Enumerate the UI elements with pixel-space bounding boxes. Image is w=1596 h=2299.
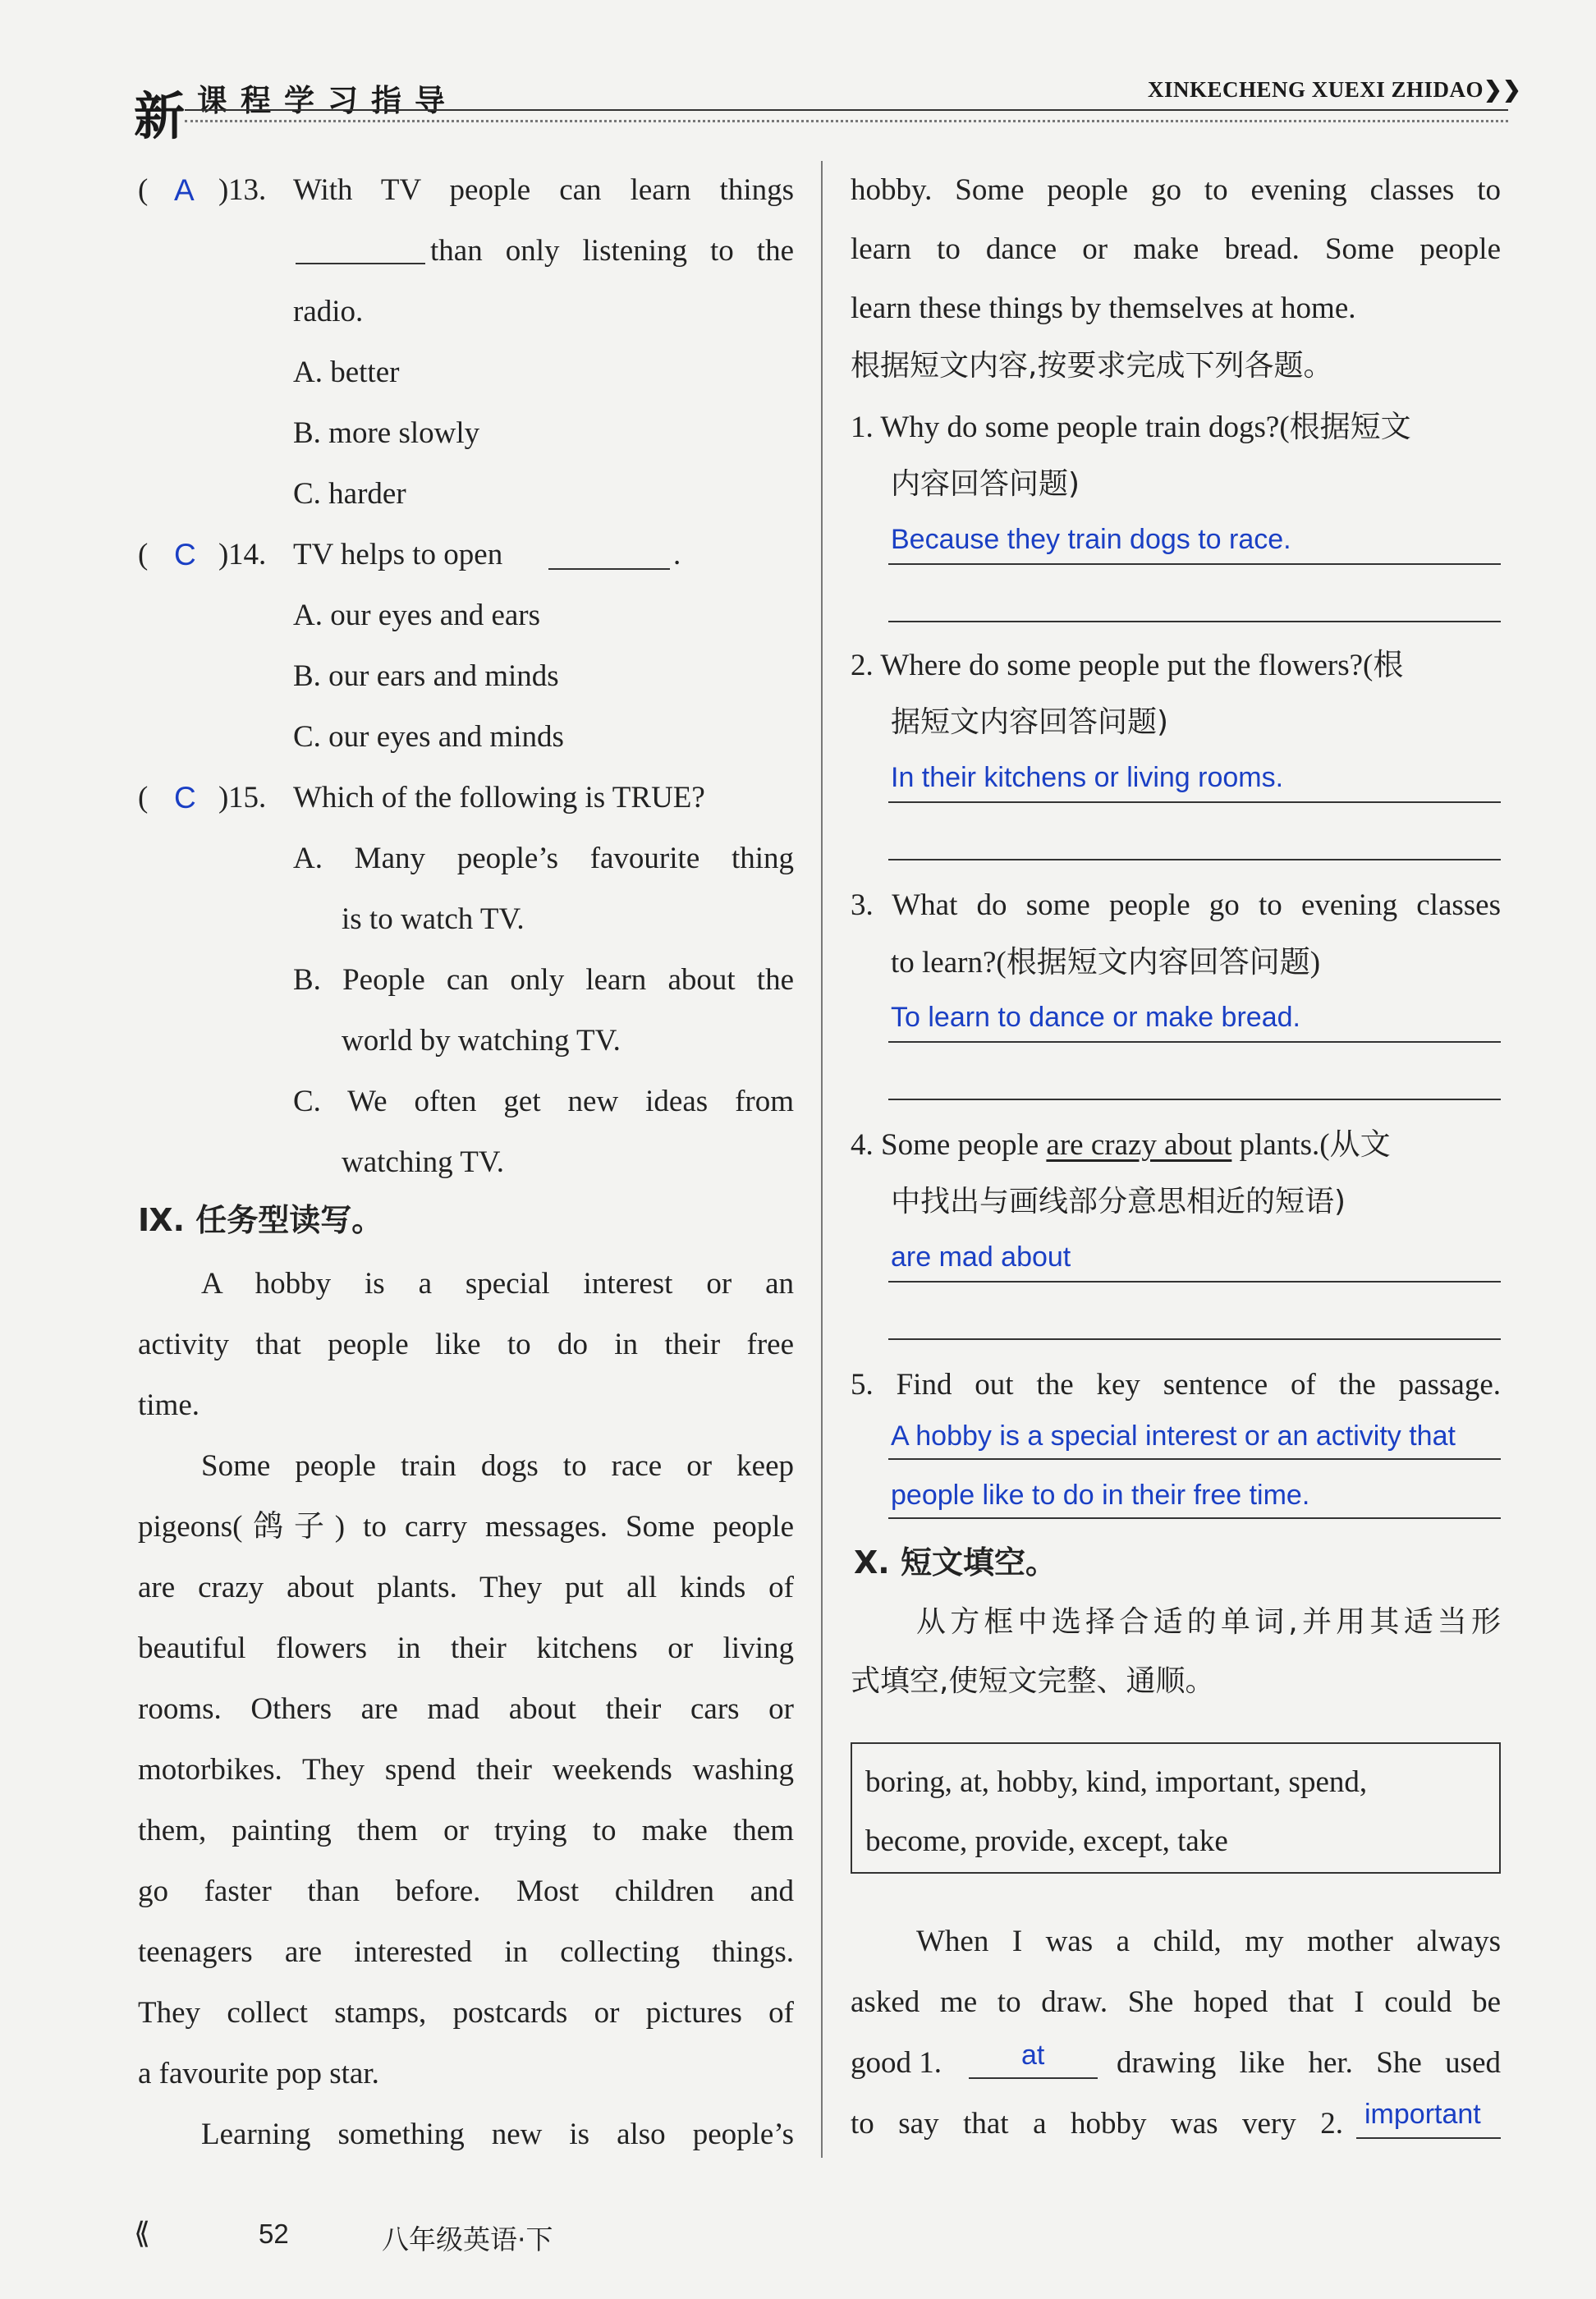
- question-line: radio.: [293, 295, 364, 328]
- section-9-heading: Ⅸ. 任务型读写。: [138, 1202, 383, 1238]
- passage-line: are crazy about plants. They put all kinds of: [138, 1571, 794, 1604]
- question-stem: Which of the following is TRUE?: [293, 781, 705, 815]
- answer-line: [888, 1281, 1501, 1283]
- answer-line: [888, 1338, 1501, 1340]
- passage-line: learn to dance or make bread. Some people: [851, 232, 1501, 266]
- paren-open: (: [138, 538, 149, 571]
- header-right-title: [1148, 77, 1521, 103]
- passage-line: motorbikes. They spend their weekends washing: [138, 1753, 794, 1787]
- passage-line: go faster than before. Most children and: [138, 1875, 794, 1908]
- paren-open: (: [138, 173, 149, 207]
- blank-1-answer: at: [1021, 2040, 1045, 2071]
- passage-line: beautiful flowers in their kitchens or living: [138, 1631, 794, 1665]
- header-rule: [185, 109, 1508, 111]
- question-text: 2. Where do some people put the flowers?(根: [851, 649, 1404, 682]
- header-logo: 新: [134, 86, 186, 146]
- blank-2: [1356, 2137, 1501, 2139]
- passage-line: Some people train dogs to race or keep: [201, 1449, 794, 1483]
- passage-line: pigeons(鸽子) to carry messages. Some people: [138, 1510, 794, 1544]
- word-box: [851, 1742, 1501, 1874]
- cloze-line-post: drawing like her. She used: [1117, 2046, 1501, 2080]
- passage-line: learn these things by themselves at home.: [851, 291, 1356, 325]
- passage-line: They collect stamps, postcards or pictures of: [138, 1996, 794, 2030]
- section-10-instruction: 式填空,使短文完整、通顺。: [851, 1664, 1215, 1698]
- answer-line: [888, 1458, 1501, 1460]
- passage-line: A hobby is a special interest or an: [201, 1267, 794, 1301]
- passage-line: a favourite pop star.: [138, 2057, 379, 2090]
- answer-line: [888, 1099, 1501, 1100]
- footer-grade-label: 八年级英语·下: [382, 2223, 553, 2255]
- question-number: 15.: [228, 781, 267, 815]
- paren-close: ): [218, 173, 229, 207]
- question-line: 5. Find out the key sentence of the passage.: [851, 1368, 1501, 1402]
- option-b: B. our ears and minds: [293, 659, 559, 693]
- header-right-text: XINKECHENG XUEXI ZHIDAO: [1148, 77, 1484, 102]
- question-line: 3. What do some people go to evening classes: [851, 888, 1501, 922]
- answer-text: are mad about: [891, 1241, 1071, 1273]
- passage-line: rooms. Others are mad about their cars or: [138, 1692, 794, 1726]
- answer-blank: [296, 263, 425, 264]
- answer-line: [888, 1517, 1501, 1519]
- answer-line: [888, 801, 1501, 803]
- question-number: 13.: [228, 173, 267, 207]
- answer-14: C: [174, 538, 196, 571]
- option-c-cont: watching TV.: [342, 1145, 505, 1179]
- question-number: 14.: [228, 538, 267, 571]
- answer-line: [888, 859, 1501, 860]
- option-a: A. our eyes and ears: [293, 599, 541, 632]
- option-b: B. more slowly: [293, 416, 480, 450]
- question-line: [851, 650, 1501, 681]
- blank-2-answer: important: [1364, 2099, 1481, 2130]
- answer-text: To learn to dance or make bread.: [891, 1002, 1300, 1033]
- passage-line: them, painting them or trying to make them: [138, 1814, 794, 1847]
- underlined-phrase: are crazy about: [1046, 1128, 1232, 1162]
- passage-line: activity that people like to do in their free: [138, 1328, 794, 1361]
- cloze-line-pre: to say that a hobby was very 2.: [851, 2107, 1343, 2141]
- question-end: .: [673, 538, 681, 571]
- word-box-line: boring, at, hobby, kind, important, spend,: [865, 1765, 1368, 1799]
- section-10-heading: Ⅹ. 短文填空。: [854, 1544, 1057, 1581]
- word-box-line: become, provide, except, take: [865, 1824, 1228, 1858]
- answer-text: Because they train dogs to race.: [891, 524, 1291, 555]
- cloze-line: asked me to draw. She hoped that I could be: [851, 1985, 1501, 2019]
- cloze-line: When I was a child, my mother always: [916, 1925, 1501, 1958]
- passage-line: hobby. Some people go to evening classes to: [851, 173, 1501, 207]
- question-line: 据短文内容回答问题): [891, 705, 1169, 739]
- question-text: 1. Why do some people train dogs?(根据短文: [851, 411, 1411, 444]
- answer-line: [888, 621, 1501, 622]
- question-line: to learn?(根据短文内容回答问题): [891, 946, 1321, 980]
- section-10-instruction: 从方框中选择合适的单词,并用其适当形: [916, 1605, 1501, 1639]
- header-dotted-rule: [185, 120, 1508, 122]
- option-b-cont: world by watching TV.: [342, 1024, 621, 1058]
- question-line: [851, 412, 1501, 443]
- answer-text: A hobby is a special interest or an activity that: [891, 1420, 1456, 1452]
- question-post: plants.(从文: [1239, 1128, 1391, 1162]
- question-line: 内容回答问题): [891, 467, 1080, 501]
- question-line: With TV people can learn things: [293, 173, 794, 207]
- page-number: 52: [259, 2219, 289, 2249]
- footer-arrow-icon: ⟪: [134, 2217, 151, 2251]
- answer-13: A: [174, 173, 195, 207]
- question-line: [851, 1130, 1391, 1160]
- paren-open: (: [138, 781, 149, 815]
- question-line: 中找出与画线部分意思相近的短语): [891, 1185, 1346, 1218]
- task-instruction: 根据短文内容,按要求完成下列各题。: [851, 349, 1333, 383]
- answer-text: people like to do in their free time.: [891, 1480, 1310, 1511]
- option-c: C. harder: [293, 477, 406, 511]
- option-c: C. We often get new ideas from: [293, 1085, 794, 1118]
- answer-line: [888, 1041, 1501, 1043]
- option-b: B. People can only learn about the: [293, 963, 794, 997]
- answer-15: C: [174, 781, 196, 815]
- question-pre: 4. Some people: [851, 1128, 1039, 1162]
- cloze-line-pre: good 1.: [851, 2046, 942, 2080]
- option-a: A. Many people’s favourite thing: [293, 842, 794, 875]
- answer-blank: [548, 568, 670, 570]
- passage-line: time.: [138, 1388, 200, 1422]
- blank-1: [969, 2077, 1098, 2079]
- option-a: A. better: [293, 356, 400, 389]
- passage-line: teenagers are interested in collecting things.: [138, 1935, 794, 1969]
- paren-close: ): [218, 538, 229, 571]
- option-a-cont: is to watch TV.: [342, 902, 525, 936]
- question-line: than only listening to the: [430, 234, 794, 268]
- answer-line: [888, 563, 1501, 565]
- header-arrows: ❯❯: [1484, 77, 1522, 102]
- question-stem: TV helps to open: [293, 538, 503, 571]
- option-c: C. our eyes and minds: [293, 720, 564, 754]
- paren-close: ): [218, 781, 229, 815]
- answer-text: In their kitchens or living rooms.: [891, 762, 1284, 793]
- header-title: 课程学习指导: [197, 83, 458, 118]
- column-divider: [821, 161, 823, 2158]
- passage-line: Learning something new is also people’s: [201, 2118, 794, 2151]
